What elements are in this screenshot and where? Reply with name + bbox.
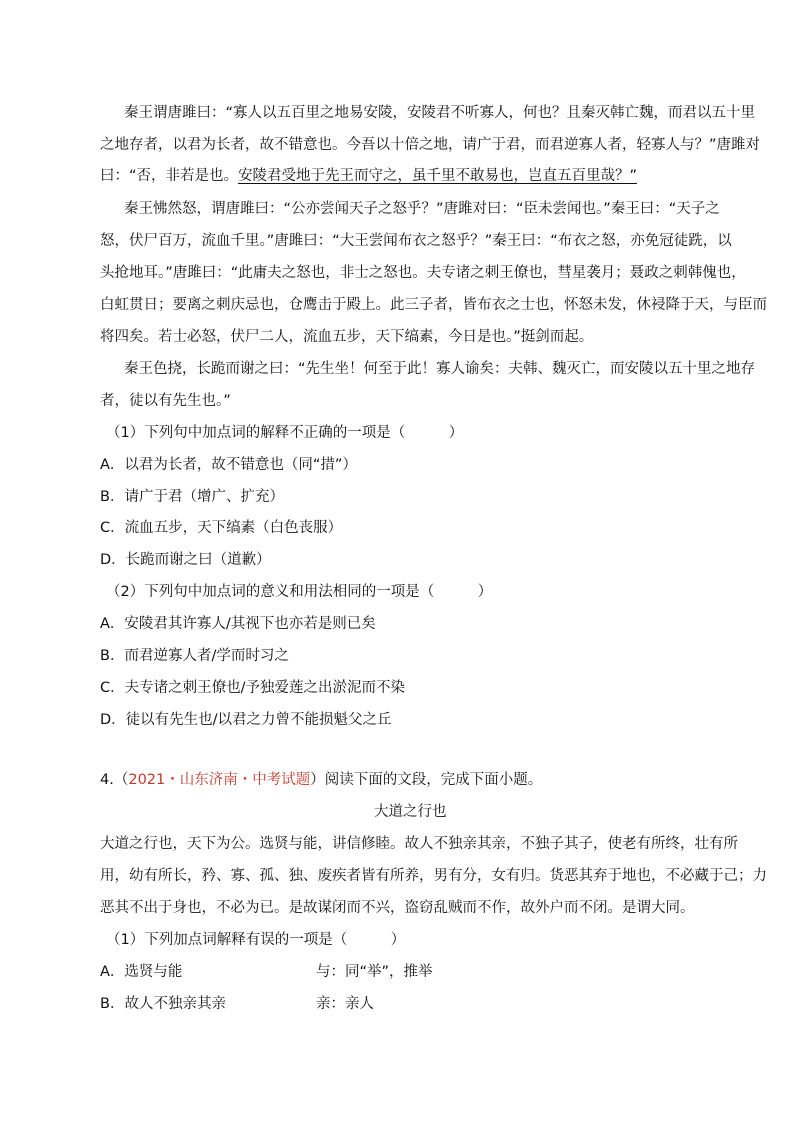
q4-heading xyxy=(100,770,542,790)
passage1-p3-line2: 者，徒以有先生也。” xyxy=(100,393,231,409)
passage1-p2-line3: 头抢地耳。”唐雎曰：“此庸夫之怒也，非士之怒也。夫专诸之刺王僚也，彗星袭月；聂政之刺韩傀也， xyxy=(100,265,746,281)
q4-source-open: （ xyxy=(113,772,129,788)
q4-sub1-option-a-right: 与：同“举”，推举 xyxy=(316,964,433,980)
q4-passage-line3: 恶其不出于身也，不必为已。是故谋闭而不兴，盗窃乱贼而不作，故外户而不闭。是谓大同。 xyxy=(100,900,695,916)
q4-source-close: ） xyxy=(310,772,325,788)
q2-stem: （2）下列句中加点词的意义和用法相同的一项是（ ） xyxy=(106,584,493,600)
q4-instruction: 阅读下面的文段，完成下面小题。 xyxy=(324,772,543,788)
q1-option-b: B．请广于君（增广、扩充） xyxy=(100,489,284,505)
q2-option-b: B．而君逆寡人者/学而时习之 xyxy=(100,648,289,664)
passage1-p1-line2: 之地存者，以君为长者，故不错意也。今吾以十倍之地，请广于君，而君逆寡人者，轻寡人与？”唐雎对 xyxy=(100,137,761,153)
passage1-p1-line3a: 曰：“否，非若是也。 xyxy=(100,168,239,184)
q1-option-c: C．流血五步，天下缟素（白色丧服） xyxy=(100,520,343,536)
q1-option-d: D．长跪而谢之曰（道歉） xyxy=(100,552,271,568)
q4-sub1-option-a-left: A．选贤与能 xyxy=(100,964,183,980)
q4-sub1-option-b xyxy=(100,994,374,1014)
q2-option-a: A．安陵君其许寡人/其视下也亦若是则已矣 xyxy=(100,616,376,632)
underlined-sentence: 安陵君受地于先王而守之，虽千里不敢易也，岂直五百里哉？” xyxy=(238,168,638,184)
q4-sub1-option-b-right: 亲：亲人 xyxy=(316,996,374,1012)
q2-option-c: C．夫专诸之刺王僚也/予独爱莲之出淤泥而不染 xyxy=(100,680,406,696)
q4-sub1-stem: （1）下列加点词解释有误的一项是（ ） xyxy=(106,932,406,948)
passage1-p1-line1: 秦王谓唐雎曰：“寡人以五百里之地易安陵，安陵君不听寡人，何也？且秦灭韩亡魏，而君以五十里 xyxy=(124,105,756,121)
q4-sub1-option-a xyxy=(100,962,433,982)
passage1-p1-line3 xyxy=(100,166,637,186)
q1-option-a: A．以君为长者，故不错意也（同“措”） xyxy=(100,457,357,473)
q4-passage-title: 大道之行也 xyxy=(374,804,447,820)
q4-passage-line2: 用，幼有所长，矜、寡、孤、独、废疾者皆有所养，男有分，女有归。货恶其弃于地也，不必藏于己；力 xyxy=(100,868,767,884)
q4-sub1-option-b-left: B．故人不独亲其亲 xyxy=(100,996,226,1012)
passage1-p3-line1: 秦王色挠，长跪而谢之曰：“先生坐！何至于此！寡人谕矣：夫韩、魏灭亡，而安陵以五十里之地存 xyxy=(124,361,756,377)
q4-passage-line1: 大道之行也，天下为公。选贤与能，讲信修睦。故人不独亲其亲，不独子其子，使老有所终，壮有所 xyxy=(100,836,738,852)
q4-number: 4. xyxy=(100,772,114,788)
passage1-p2-line5: 将四矣。若士必怒，伏尸二人，流血五步，天下缟素，今日是也。”挺剑而起。 xyxy=(100,329,594,345)
passage1-p2-line2: 怒，伏尸百万，流血千里。”唐雎曰：“大王尝闻布衣之怒乎？”秦王曰：“布衣之怒，亦免冠徒跣，以 xyxy=(100,233,732,249)
passage1-p2-line4: 白虹贯日；要离之刺庆忌也，仓鹰击于殿上。此三子者，皆布衣之士也，怀怒未发，休祲降于天，与臣而 xyxy=(100,297,767,313)
q1-stem: （1）下列句中加点词的解释不正确的一项是（ ） xyxy=(106,425,464,441)
q4-source: 2021・山东济南・中考试题 xyxy=(128,772,311,788)
q2-option-d: D．徒以有先生也/以君之力曾不能损魁父之丘 xyxy=(100,712,392,728)
passage1-p2-line1: 秦王怫然怒，谓唐雎曰：“公亦尝闻天子之怒乎？”唐雎对曰：“臣未尝闻也。”秦王曰：“天子之 xyxy=(124,201,720,217)
